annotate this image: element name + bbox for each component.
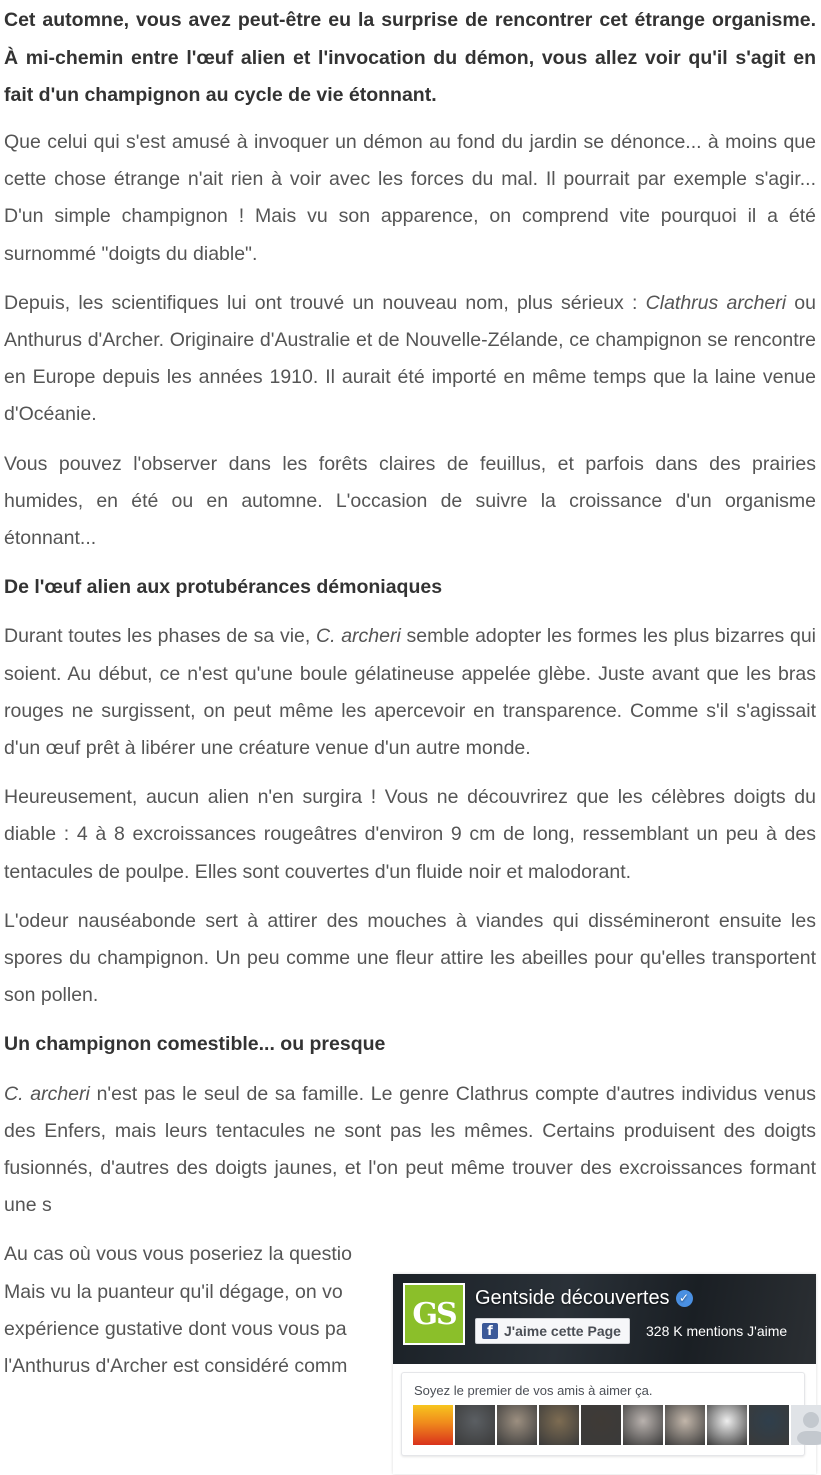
subheading-2: Un champignon comestible... ou presque <box>4 1033 386 1056</box>
facebook-like-button[interactable] <box>475 1318 630 1344</box>
friend-avatar[interactable] <box>413 1405 453 1445</box>
paragraph-8-line-4: l'Anthurus d'Archer est considéré comm <box>4 1355 348 1378</box>
gentside-logo[interactable]: GS <box>403 1283 465 1345</box>
paragraph-2-text-a: Depuis, les scientifiques lui ont trouvé un nouveau nom, plus sérieux : <box>4 291 646 314</box>
article-lead: Cet automne, vous avez peut-être eu la surprise de rencontrer cet étrange organisme. À mi-chemin entre l'œuf alien et l'invocation du démon, vous allez voir qu'il s'agit en fait d'un champignon au cycle de vie étonnant. <box>4 9 816 106</box>
friend-avatar[interactable] <box>707 1405 747 1445</box>
facebook-page-widget <box>393 1274 816 1474</box>
article-content <box>4 124 816 1385</box>
paragraph-7-text: n'est pas le seul de sa famille. Le genre Clathrus compte d'autres individus venus des Enfers, mais leurs tentacules ne sont pas les mêmes. Certains produisent des doigts fusionnés, d'autres des doigts jaunes, et l'on peut même trouver des excroissances formant une s <box>4 1082 816 1217</box>
friends-prompt: Soyez le premier de vos amis à aimer ça. <box>414 1383 653 1398</box>
friend-avatar[interactable] <box>791 1405 821 1445</box>
facebook-cover-photo[interactable] <box>393 1274 816 1364</box>
paragraph-4 <box>4 618 816 767</box>
species-name: Clathrus archeri <box>645 291 787 314</box>
paragraph-8-line-1: Au cas où vous vous poseriez la questio <box>4 1243 352 1266</box>
subheading-1: De l'œuf alien aux protubérances démoniaques <box>4 576 443 599</box>
friend-avatar[interactable] <box>623 1405 663 1445</box>
paragraph-1: Que celui qui s'est amusé à invoquer un démon au fond du jardin se dénonce... à moins que cette chose étrange n'ait rien à voir avec les forces du mal. Il pourrait par exemple s'agir... D'un simple champignon ! Mais vu son apparence, on comprend vite pourquoi il a été surnommé "doigts du diable". <box>4 131 816 265</box>
facebook-page-name-text[interactable]: Gentside découvertes <box>475 1287 670 1309</box>
friend-avatars <box>413 1405 821 1445</box>
paragraph-2-text-b: ou Anthurus d'Archer. Originaire d'Australie et de Nouvelle-Zélande, ce champignon se rencontre en Europe depuis les années 1910. Il aurait été importé en même temps que la laine venue d'Océanie. <box>4 291 816 426</box>
facebook-page-name[interactable] <box>475 1287 693 1310</box>
paragraph-8-line-2: Mais vu la puanteur qu'il dégage, on vo <box>4 1280 343 1303</box>
paragraph-8-line-3: expérience gustative dont vous vous pa <box>4 1317 347 1340</box>
friend-avatar[interactable] <box>539 1405 579 1445</box>
friend-avatar[interactable] <box>665 1405 705 1445</box>
paragraph-7 <box>4 1076 816 1225</box>
facebook-logo-icon: f <box>482 1323 498 1339</box>
paragraph-2 <box>4 285 816 434</box>
friends-box <box>401 1372 805 1456</box>
friend-avatar[interactable] <box>749 1405 789 1445</box>
friend-avatar[interactable] <box>455 1405 495 1445</box>
friend-avatar[interactable] <box>581 1405 621 1445</box>
facebook-like-label: J'aime cette Page <box>504 1323 621 1339</box>
paragraph-6: L'odeur nauséabonde sert à attirer des mouches à viandes qui dissémineront ensuite les spores du champignon. Un peu comme une fleur attire les abeilles pour qu'elles transportent son pollen. <box>4 909 816 1007</box>
paragraph-3: Vous pouvez l'observer dans les forêts claires de feuillus, et parfois dans des prairies humides, en été ou en automne. L'occasion de suivre la croissance d'un organisme étonnant... <box>4 452 816 550</box>
friend-avatar[interactable] <box>497 1405 537 1445</box>
paragraph-5: Heureusement, aucun alien n'en surgira ! Vous ne découvrirez que les célèbres doigts du diable : 4 à 8 excroissances rougeâtres d'environ 9 cm de long, ressemblant un peu à des tentacules de poulpe. Elles sont couvertes d'un fluide noir et malodorant. <box>4 786 816 883</box>
likes-count: 328 K mentions J'aime <box>646 1323 788 1339</box>
verified-badge-icon: ✓ <box>676 1290 693 1307</box>
paragraph-4-text-b: semble adopter les formes les plus bizarres qui soient. Au début, ce n'est qu'une boule gélatineuse appelée glèbe. Juste avant que les bras rouges ne surgissent, on peut même les apercevoir en transparence. Comme s'il s'agissait d'un œuf prêt à libérer une créature venue d'un autre monde. <box>4 625 817 760</box>
paragraph-4-text-a: Durant toutes les phases de sa vie, <box>4 625 316 648</box>
species-name: C. archeri <box>316 625 401 648</box>
species-name: C. archeri <box>4 1082 90 1105</box>
